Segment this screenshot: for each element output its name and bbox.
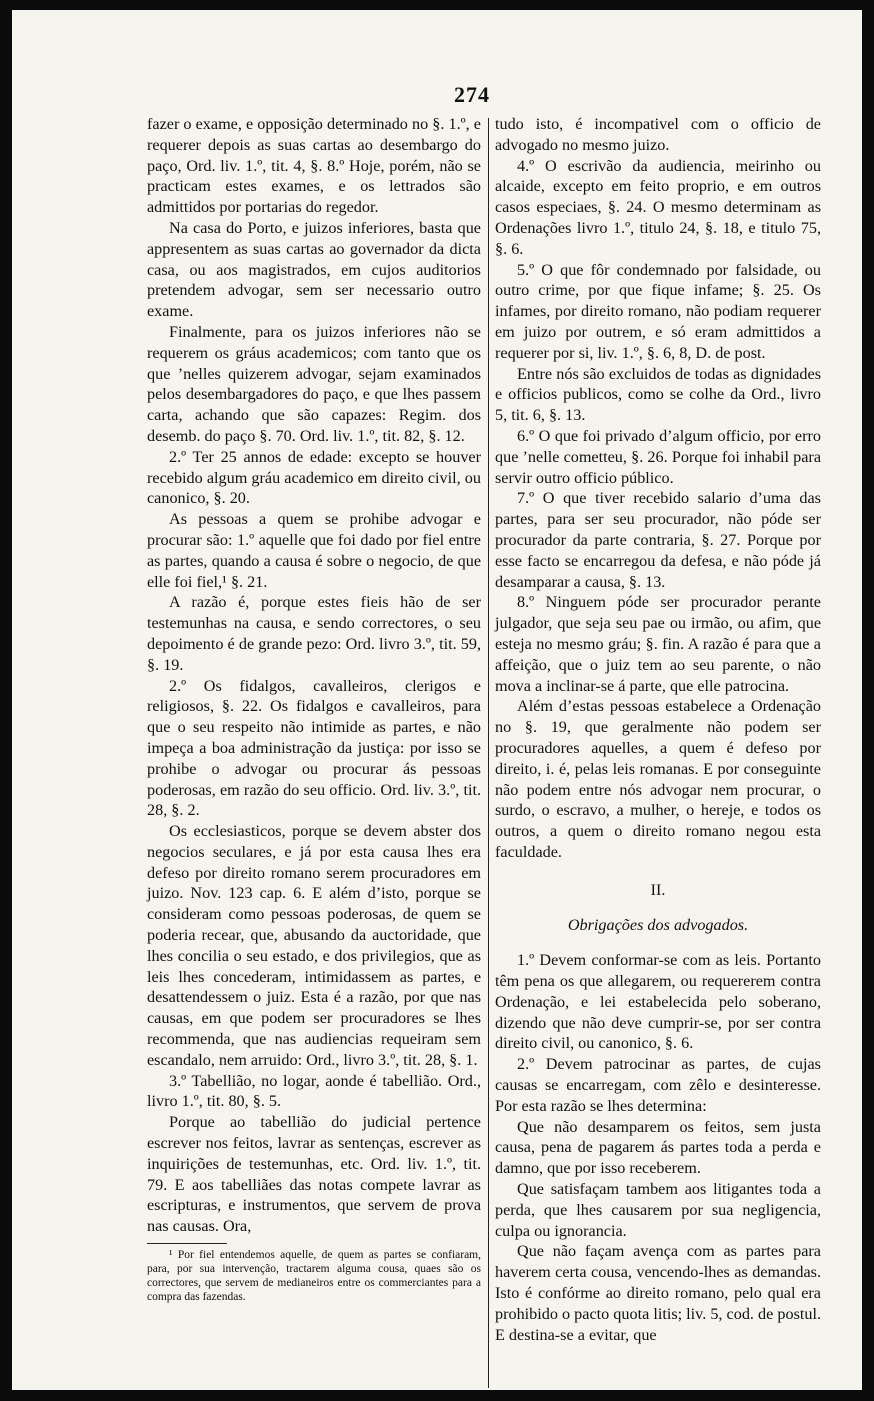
paragraph: fazer o exame, e opposição determinado no §. 1.º, e requerer depois as suas cartas ao desembargo do paço, Ord. liv. 1.º, tit. 4, §. 8.º Hoje, porém, não se practicam estes exames, e os lettrados são admittidos por portarias do regedor. [147,115,481,217]
paragraph: 4.º O escrivão da audiencia, meirinho ou alcaide, excepto em feito proprio, e em outros casos especiaes, §. 24. O mesmo determinam as Ordenações livro 1.º, titulo 24, §. 18, e titulo 75, §. 6. [495,156,821,258]
section-subheading: Obrigações dos advogados. [567,916,749,935]
paragraph: As pessoas a quem se prohibe advogar e procurar são: 1.º aquelle que foi dado por fiel entre as partes, quando a causa é sobre o negocio, de que elle foi fiel,¹ §. 21. [147,510,481,591]
paragraph: A razão é, porque estes fieis hão de ser testemunhas na causa, e sendo correctores, o seu depoimento é de grande pezo: Ord. livro 3.º, tit. 59, §. 19. [147,593,481,674]
section-heading: II. [650,881,666,899]
column-divider [488,118,489,1388]
paragraph: 6.º O que foi privado d’algum officio, por erro que ’nelle cometteu, §. 26. Porque foi inhabil para servir outro officio público. [495,426,821,487]
paragraph: tudo isto, é incompativel com o officio de advogado no mesmo juizo. [495,115,821,154]
paragraph: 3.º Tabellião, no logar, aonde é tabellião. Ord., livro 1.º, tit. 80, §. 5. [147,1071,481,1111]
paragraph: Que satisfaçam tambem aos litigantes toda a perda, que lhes causarem por sua negligencia, culpa ou ignorancia. [495,1180,821,1240]
paragraph: 1.º Devem conformar-se com as leis. Portanto têm pena os que allegarem, ou requererem contra Ordenação, e lei estabelecida pelo soberano, dizendo que não deve cumprir-se, por ser contra direito civil, ou canonico, §. 6. [495,951,821,1053]
footnote: ¹ Por fiel entendemos aquelle, de quem as partes se confiaram, para, por sua intervenção, tractarem alguma cousa, quaes são os correctores, que servem de medianeiros entre os commerciantes para a compra das fazendas. [147,1249,481,1304]
paragraph: 7.º O que tiver recebido salario d’uma das partes, para ser seu procurador, não póde ser procurador da parte contraria, §. 27. Porque por esse facto se encarregou da defesa, e não póde já desamparar a causa, §. 13. [495,489,821,591]
right-column [495,114,821,1345]
paragraph: Na casa do Porto, e juizos inferiores, basta que appresentem as suas cartas ao governador da dicta casa, ou aos magistrados, em cujos auditorios pretendem advogar, sem ser necessario outro exame. [147,218,481,321]
paragraph: 5.º O que fôr condemnado por falsidade, ou outro crime, por que fique infame; §. 25. Os infames, por direito romano, não podiam requerer em juizo por outrem, e só eram admittidos a requerer por si, liv. 1.º, §. 6, 8, D. de post. [495,260,821,362]
paragraph: Porque ao tabellião do judicial pertence escrever nos feitos, lavrar as sentenças, escrever as inquirições de testemunhas, etc. Ord. liv. 1.º, tit. 79. E aos tabelliães das notas compete lavrar as escripturas, e instrumentos, que servem de prova nas causas. Ora, [147,1113,481,1236]
paragraph: 2.º Ter 25 annos de edade: excepto se houver recebido algum gráu academico em direito civil, ou canonico, §. 20. [147,447,481,508]
paragraph: Os ecclesiasticos, porque se devem abster dos negocios seculares, e já por esta causa lhes era defeso por direito romano serem procuradores em juizo. Nov. 123 cap. 6. E além d’isto, porque se consideram como pessoas poderosas, de quem se poderia recear, que, abusando da auctoridade, que lhes concilia o seu estado, e dos privilegios, que as leis lhes concederam, intimidassem as partes, e desattendessem o juiz. Esta é a razão, por que nas causas, em que podem ser procuradores se lhes recommenda, que nas audiencias requeiram sem escandalo, nem arruido: Ord., livro 3.º, tit. 28, §. 1. [147,822,481,1069]
paragraph: Que não façam avença com as partes para haverem certa cousa, vencendo-lhes as demandas. Isto é confórme ao direito romano, pelo qual era prohibido o pacto quota litis; liv. 5, cod. de postul. E destina-se a evitar, que [495,1242,821,1344]
paragraph: Entre nós são excluidos de todas as dignidades e officios publicos, como se colhe da Ord., livro 5, tit. 6, §. 13. [495,364,821,425]
left-column [147,114,481,1304]
paragraph: Que não desamparem os feitos, sem justa causa, pena de pagarem ás partes toda a perda e damno, que por isso receberem. [495,1117,821,1178]
scanned-page [12,10,862,1390]
paragraph: 2.º Os fidalgos, cavalleiros, clerigos e religiosos, §. 22. Os fidalgos e cavalleiros, para que o seu respeito não intimide as partes, e não impeça a boa administração da justiça: por isso se prohibe o advogar ou procurar ás pessoas poderosas, em razão do seu officio. Ord. liv. 3.º, tit. 28, §. 2. [147,676,481,820]
paragraph: Além d’estas pessoas estabelece a Ordenação no §. 19, que geralmente não podem ser procuradores aquelles, a quem é defeso por direito, i. é, pelas leis romanas. E por conseguinte não podem entre nós advogar nem procurar, o surdo, o escravo, a mulher, o hereje, e todos os outros, a quem o direito romano negou esta faculdade. [495,697,821,861]
footnote-divider [147,1243,227,1244]
paragraph: 2.º Devem patrocinar as partes, de cujas causas se encarregam, com zêlo e desinteresse. Por esta razão se lhes determina: [495,1055,821,1115]
paragraph: 8.º Ninguem póde ser procurador perante julgador, que seja seu pae ou irmão, ou afim, que esteja no mesmo gráu; §. fin. A razão é para que a affeição, que o juiz tem ao seu parente, o não mova a inclinar-se á parte, que elle patrocina. [495,593,821,695]
page-number: 274 [454,82,490,107]
paragraph: Finalmente, para os juizos inferiores não se requerem os gráus academicos; com tanto que os que ’nelles quizerem advogar, sejam examinados pelos desembargadores do paço, e que lhes passem carta, achando que são capazes: Regim. dos desemb. do paço §. 70. Ord. liv. 1.º, tit. 82, §. 12. [147,322,481,445]
